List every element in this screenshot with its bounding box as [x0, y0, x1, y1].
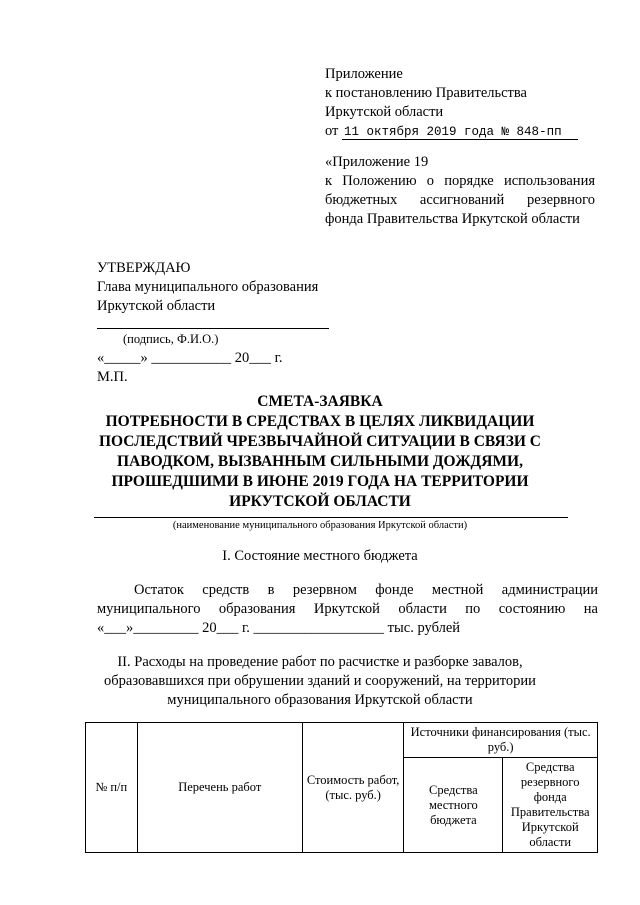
- section-2-heading-line-2: образовавшихся при обрушении зданий и сооружений, на территории: [104, 673, 536, 689]
- title-line-6: ИРКУТСКОЙ ОБЛАСТИ: [229, 493, 411, 510]
- appendix-19-line3: бюджетных ассигнований резервного: [325, 192, 595, 208]
- municipality-caption: (наименование муниципального образования Иркутской области): [172, 520, 468, 531]
- works-cost-table: [85, 722, 598, 853]
- approver-title: Глава муниципального образования: [97, 279, 319, 295]
- appendix-19-line4: фонда Правительства Иркутской области: [325, 211, 580, 227]
- header-number: № п/п: [86, 723, 138, 853]
- header-local-budget: Средства местного бюджета: [404, 758, 503, 853]
- title-line-1: СМЕТА-ЗАЯВКА: [257, 393, 383, 410]
- header-works-list: Перечень работ: [137, 723, 302, 853]
- date-prefix: от: [325, 123, 339, 139]
- approve-heading: УТВЕРЖДАЮ: [97, 260, 191, 276]
- section-2-heading-line-1: II. Расходы на проведение работ по расчистке и разборке завалов,: [117, 654, 523, 670]
- title-line-3: ПОСЛЕДСТВИЙ ЧРЕЗВЫЧАЙНОЙ СИТУАЦИИ В СВЯЗИ С: [98, 433, 541, 450]
- appendix-19-label: «Приложение 19: [325, 154, 429, 170]
- section-2-heading-line-3: муниципального образования Иркутской области: [167, 692, 473, 708]
- signature-caption: (подпись, Ф.И.О.): [123, 332, 219, 346]
- title-line-5: ПРОШЕДШИМИ В ИЮНЕ 2019 ГОДА НА ТЕРРИТОРИИ: [111, 473, 529, 490]
- approver-region: Иркутской области: [97, 298, 216, 314]
- title-line-2: ПОТРЕБНОСТИ В СРЕДСТВАХ В ЦЕЛЯХ ЛИКВИДАЦИИ: [105, 413, 535, 430]
- resolution-date: 11 октября 2019 года № 848-пп: [342, 125, 578, 140]
- document-title: [60, 392, 580, 512]
- section-1-heading: I. Состояние местного бюджета: [222, 548, 418, 564]
- region-name: Иркутской области: [325, 104, 444, 120]
- appendix-label: Приложение: [325, 66, 403, 82]
- appendix-19-line2: к Положению о порядке использования: [325, 173, 595, 189]
- approval-date-line: «_____» ___________ 20___ г.: [97, 350, 283, 366]
- resolution-reference: к постановлению Правительства: [325, 85, 527, 101]
- balance-line-3: «___»_________ 20___ г. __________________ тыс. рублей: [97, 620, 461, 636]
- title-line-4: ПАВОДКОМ, ВЫЗВАННЫМ СИЛЬНЫМИ ДОЖДЯМИ,: [117, 453, 523, 470]
- municipality-name-line: [94, 517, 568, 518]
- header-cost: Стоимость работ, (тыс. руб.): [302, 723, 403, 853]
- header-funding-sources: Источники финансирования (тыс. руб.): [404, 723, 598, 758]
- header-reserve-fund: Средства резервного фонда Правительства Иркутской области: [503, 758, 598, 853]
- balance-line-1: Остаток средств в резервном фонде местной администрации: [134, 582, 598, 598]
- stamp-label: М.П.: [97, 369, 128, 385]
- signature-line: [97, 328, 329, 329]
- resolution-date-row: [325, 123, 578, 140]
- balance-line-2: муниципального образования Иркутской области по состоянию на: [97, 601, 598, 617]
